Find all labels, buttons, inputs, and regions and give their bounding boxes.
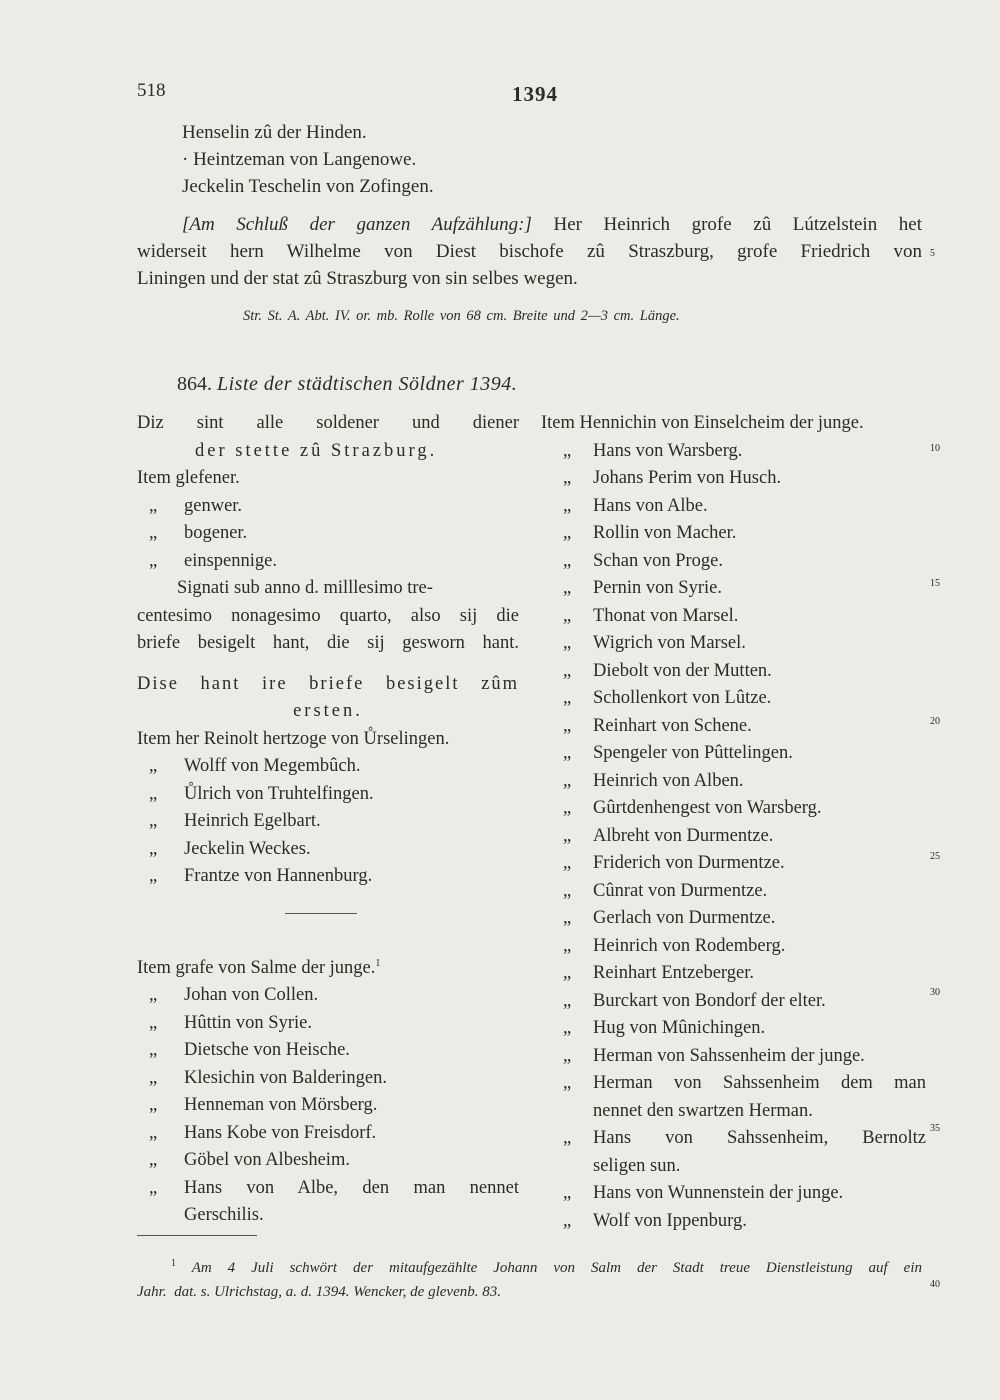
list-item: „ Schan von Proge. xyxy=(541,548,926,576)
list-item: „ Johans Perim von Husch. xyxy=(541,465,926,493)
ditto-mark: „ xyxy=(563,468,572,488)
ditto-mark: „ xyxy=(563,770,572,791)
list-item: „ einspennige. xyxy=(137,548,519,576)
list-item: „ Burckart von Bondorf der elter. xyxy=(541,988,926,1016)
list-item: „ Albreht von Durmentze. xyxy=(541,823,926,851)
footnote-marker: 1 xyxy=(171,1258,176,1269)
footnote-ref: 1 xyxy=(375,957,381,969)
list-item: „ Wolf von Ippenburg. xyxy=(541,1208,926,1236)
ditto-mark: „ xyxy=(149,838,158,859)
paragraph-line: briefe besigelt hant, die sij gesworn hant. xyxy=(137,633,519,653)
list-item: „ Spengeler von Pûttelingen. xyxy=(541,740,926,768)
list-item-continuation: Gerschilis. xyxy=(184,1205,264,1226)
ditto-mark: „ xyxy=(149,756,158,776)
ditto-mark: „ xyxy=(149,1040,158,1061)
list-item: „ Gerlach von Durmentze. xyxy=(541,905,926,933)
list-item: „ Heinrich Egelbart. xyxy=(137,808,519,836)
ditto-mark: „ xyxy=(149,1012,158,1033)
list-item: „ Herman von Sahssenheim dem man xyxy=(541,1070,926,1098)
ditto-mark: „ xyxy=(563,908,572,928)
margin-line-number: 5 xyxy=(930,248,935,259)
list-item: „ bogener. xyxy=(137,520,519,548)
page-year-header: 1394 xyxy=(512,82,558,106)
section-heading: ersten. xyxy=(293,701,363,721)
section-divider xyxy=(285,913,357,914)
list-item: „ Hans von Wunnenstein der junge. xyxy=(541,1180,926,1208)
margin-line-number: 15 xyxy=(930,578,940,589)
list-item: „ Thonat von Marsel. xyxy=(541,603,926,631)
list-item-continuation: seligen sun. xyxy=(593,1155,681,1176)
list-item: „ Cûnrat von Durmentze. xyxy=(541,878,926,906)
list-item: Item her Reinolt hertzoge von Ůrselingen. xyxy=(137,728,450,749)
list-item: „ Dietsche von Heische. xyxy=(137,1037,519,1065)
list-item: „ Gûrtdenhengest von Warsberg. xyxy=(541,795,926,823)
margin-line-number: 40 xyxy=(930,1279,940,1290)
ditto-mark: „ xyxy=(563,660,572,681)
ditto-mark: „ xyxy=(563,963,572,983)
document-title: Liste der städtischen Söldner 1394. xyxy=(217,373,518,395)
list-item: „ Henneman von Mörsberg. xyxy=(137,1092,519,1120)
closing-paragraph xyxy=(137,211,922,292)
paragraph-line: Signati sub anno d. milllesimo tre- xyxy=(177,578,433,598)
ditto-mark: „ xyxy=(149,985,158,1006)
section-heading: Dise hant ire briefe besigelt zûm xyxy=(137,673,519,694)
ditto-mark: „ xyxy=(563,1183,572,1203)
list-item: „ Hans von Sahssenheim, Bernoltz xyxy=(541,1125,926,1153)
ditto-mark: „ xyxy=(563,578,572,598)
paragraph-line: centesimo nonagesimo quarto, also sij die xyxy=(137,605,519,626)
document-heading xyxy=(177,373,517,396)
ditto-mark: „ xyxy=(563,880,572,901)
margin-line-number: 35 xyxy=(930,1123,940,1134)
footnote-line: $^1$ Am 4 Juli schwört der mitaufgezählte Johann von Salm der Stadt treue Dienstleistung auf ein xyxy=(171,1258,923,1276)
list-item: „ Reinhart von Schene. xyxy=(541,713,926,741)
ditto-mark: „ xyxy=(563,798,572,818)
ditto-mark: „ xyxy=(563,853,572,873)
list-continuation xyxy=(137,119,922,200)
list-item: „ Heinrich von Rodemberg. xyxy=(541,933,926,961)
list-item: „ Pernin von Syrie. xyxy=(541,575,926,603)
list-item: „ Diebolt von der Mutten. xyxy=(541,658,926,686)
ditto-mark: „ xyxy=(563,440,572,461)
list-item: „ Hug von Mûnichingen. xyxy=(541,1015,926,1043)
section-heading: Diz sint alle soldener und diener xyxy=(137,413,519,433)
list-item: „ Frantze von Hannenburg. xyxy=(137,863,519,891)
list-item: „ Hûttin von Syrie. xyxy=(137,1010,519,1038)
list-item: „ Hans von Warsberg. xyxy=(541,438,926,466)
paragraph-line: [Am Schluß der ganzen Aufzählung:] Her Heinrich grofe zû Lútzelstein het xyxy=(182,214,922,235)
list-item: „ Johan von Collen. xyxy=(137,982,519,1010)
list-item: „ Wigrich von Marsel. xyxy=(541,630,926,658)
ditto-mark: „ xyxy=(563,715,572,736)
list-item: „ Schollenkort von Lûtze. xyxy=(541,685,926,713)
ditto-mark: „ xyxy=(563,688,572,708)
list-item: Jeckelin Teschelin von Zofingen. xyxy=(182,176,434,197)
list-item: „ Friderich von Durmentze. xyxy=(541,850,926,878)
right-column xyxy=(541,410,926,1235)
ditto-mark: „ xyxy=(149,495,158,516)
source-citation: Str. St. A. Abt. IV. or. mb. Rolle von 68 cm. Breite und 2—3 cm. Länge. xyxy=(243,308,680,324)
list-item: Item grafe von Salme der junge.$^1$ xyxy=(137,957,381,978)
list-item-continuation: nennet den swartzen Herman. xyxy=(593,1100,813,1121)
ditto-mark: „ xyxy=(563,523,572,543)
ditto-mark: „ xyxy=(563,743,572,763)
ditto-mark: „ xyxy=(149,783,158,804)
paragraph-line: Liningen und der stat zû Straszburg von sin selbes wegen. xyxy=(137,268,578,289)
footnote xyxy=(137,1252,922,1304)
ditto-mark: „ xyxy=(149,866,158,886)
left-column xyxy=(137,410,519,1230)
ditto-mark: „ xyxy=(563,1073,572,1093)
ditto-mark: „ xyxy=(149,1150,158,1171)
margin-line-number: 10 xyxy=(930,443,940,454)
margin-line-number: 20 xyxy=(930,716,940,727)
list-item: „ Klesichin von Balderingen. xyxy=(137,1065,519,1093)
list-item: · Heintzeman von Langenowe. xyxy=(182,149,417,170)
ditto-mark: „ xyxy=(149,1177,158,1198)
ditto-mark: „ xyxy=(563,605,572,626)
ditto-mark: „ xyxy=(149,1095,158,1116)
list-item: „ Wolff von Megembûch. xyxy=(137,753,519,781)
margin-line-number: 30 xyxy=(930,987,940,998)
ditto-mark: „ xyxy=(563,1018,572,1038)
document-number: 864. xyxy=(177,373,212,395)
ditto-mark: „ xyxy=(149,1122,158,1143)
list-item: „ Rollin von Macher. xyxy=(541,520,926,548)
ditto-mark: „ xyxy=(149,1067,158,1088)
ditto-mark: „ xyxy=(563,1210,572,1231)
ditto-mark: „ xyxy=(149,550,158,571)
ditto-mark: „ xyxy=(149,523,158,543)
margin-line-number: 25 xyxy=(930,851,940,862)
section-heading: der stette zû Strazburg. xyxy=(195,440,438,461)
list-item: „ Hans von Albe, den man nennet xyxy=(137,1175,519,1203)
list-item: „ genwer. xyxy=(137,493,519,521)
ditto-mark: „ xyxy=(563,825,572,846)
list-item: „ Göbel von Albesheim. xyxy=(137,1147,519,1175)
ditto-mark: „ xyxy=(563,633,572,653)
paragraph-line: widerseit hern Wilhelme von Diest bischofe zû Straszburg, grofe Friedrich von xyxy=(137,241,922,262)
page-number: 518 xyxy=(137,80,166,101)
list-item: „ Jeckelin Weckes. xyxy=(137,836,519,864)
ditto-mark: „ xyxy=(563,550,572,571)
list-item: „ Hans von Albe. xyxy=(541,493,926,521)
ditto-mark: „ xyxy=(563,1128,572,1148)
ditto-mark: „ xyxy=(563,990,572,1011)
list-item: Item Hennichin von Einselcheim der junge. xyxy=(541,413,864,433)
footnote-divider xyxy=(137,1235,257,1236)
list-item: „ Ůlrich von Truhtelfingen. xyxy=(137,781,519,809)
ditto-mark: „ xyxy=(563,495,572,516)
list-item: „ Heinrich von Alben. xyxy=(541,768,926,796)
list-item: Item glefener. xyxy=(137,468,240,488)
footnote-line: Jahr. dat. s. Ulrichstag, a. d. 1394. Wencker, de glevenb. 83. xyxy=(137,1284,501,1300)
ditto-mark: „ xyxy=(563,1045,572,1066)
editorial-note: [Am Schluß der ganzen Aufzählung:] xyxy=(182,214,532,235)
list-item: „ Reinhart Entzeberger. xyxy=(541,960,926,988)
ditto-mark: „ xyxy=(149,811,158,831)
list-item: Henselin zû der Hinden. xyxy=(182,122,367,143)
list-item: „ Hans Kobe von Freisdorf. xyxy=(137,1120,519,1148)
ditto-mark: „ xyxy=(563,935,572,956)
list-item: „ Herman von Sahssenheim der junge. xyxy=(541,1043,926,1071)
